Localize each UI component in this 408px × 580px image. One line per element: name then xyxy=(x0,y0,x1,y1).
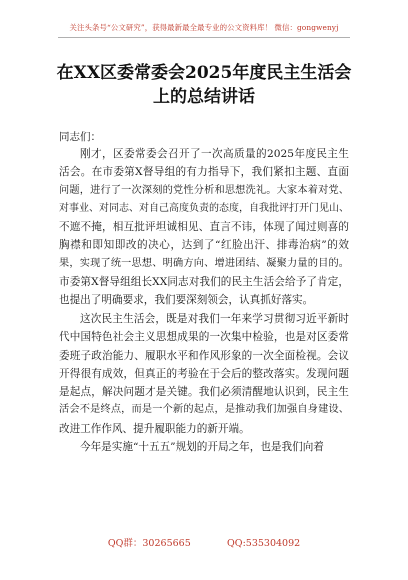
paragraph-line: 活会。在市委第X督导组的有力指导下，我们紧扣主题、直面 xyxy=(59,166,349,179)
footer-contact xyxy=(0,535,408,549)
paragraph-line: 开得很有成效，但真正的考验在于会后的整改落实。发现问题 xyxy=(59,367,349,380)
paragraph-line: 胸襟和即知即改的决心，达到了“红脸出汗、排毒治病”的效 xyxy=(59,239,349,252)
paragraph-line: 刚才，区委常委会召开了一次高质量的2025年度民主生 xyxy=(80,148,349,160)
footer-qq: QQ:535304092 xyxy=(227,538,301,549)
paragraph-line: 也提出了明确要求，我们要深刻领会，认真抓好落实。 xyxy=(59,294,314,307)
paragraph-line: 问题，进行了一次深刻的党性分析和思想洗礼。大家本着对党、 xyxy=(59,184,349,196)
paragraph-line: 这次民主生活会，既是对我们一年来学习贯彻习近平新时 xyxy=(80,313,349,325)
paragraph-line: 是起点，解决问题才是关键。我们必须清醒地认识到，民主生 xyxy=(59,386,349,399)
salutation: 同志们： xyxy=(59,131,101,143)
footer-qq-group: QQ群：30265665 xyxy=(107,538,191,549)
document-title-line-1: 在XX区委常委会2025年度民主生活会 xyxy=(56,63,352,83)
paragraph-2 xyxy=(59,310,349,438)
paragraph-line: 对事业、对同志、对自己高度负责的态度，自我批评打开门见山、 xyxy=(59,202,349,214)
paragraph-line: 代中国特色社会主义思想成果的一次集中检验，也是对区委常 xyxy=(59,331,349,344)
paragraph-line: 果，实现了统一思想、明确方向、增进团结、凝聚力量的目的。 xyxy=(59,257,349,269)
paragraph-line: 改进工作作风、提升履职能力的新开端。 xyxy=(59,422,250,435)
paragraph-line: 市委第X督导组组长XX同志对我们的民主生活会给予了肯定， xyxy=(59,276,349,289)
paragraph-line: 活会不是终点，而是一个新的起点，是推动我们加强自身建设、 xyxy=(59,404,349,416)
paragraph-line: 委班子政治能力、履职水平和作风形象的一次全面检视。会议 xyxy=(59,349,349,362)
header-divider xyxy=(58,37,350,38)
document-title-line-2: 上的总结讲话 xyxy=(153,87,255,107)
header-banner: 关注头条号“公文研究”，获得最新最全最专业的公文资料库！ 微信：gongwenyj xyxy=(69,23,339,32)
paragraph-1 xyxy=(59,145,349,310)
paragraph-line: 不遮不掩，相互批评坦诚相见、直言不讳，体现了闻过则喜的 xyxy=(59,221,349,234)
paragraph-3 xyxy=(59,438,349,456)
paragraph-line: 今年是实施“十五五”规划的开局之年，也是我们向着 xyxy=(80,441,324,453)
